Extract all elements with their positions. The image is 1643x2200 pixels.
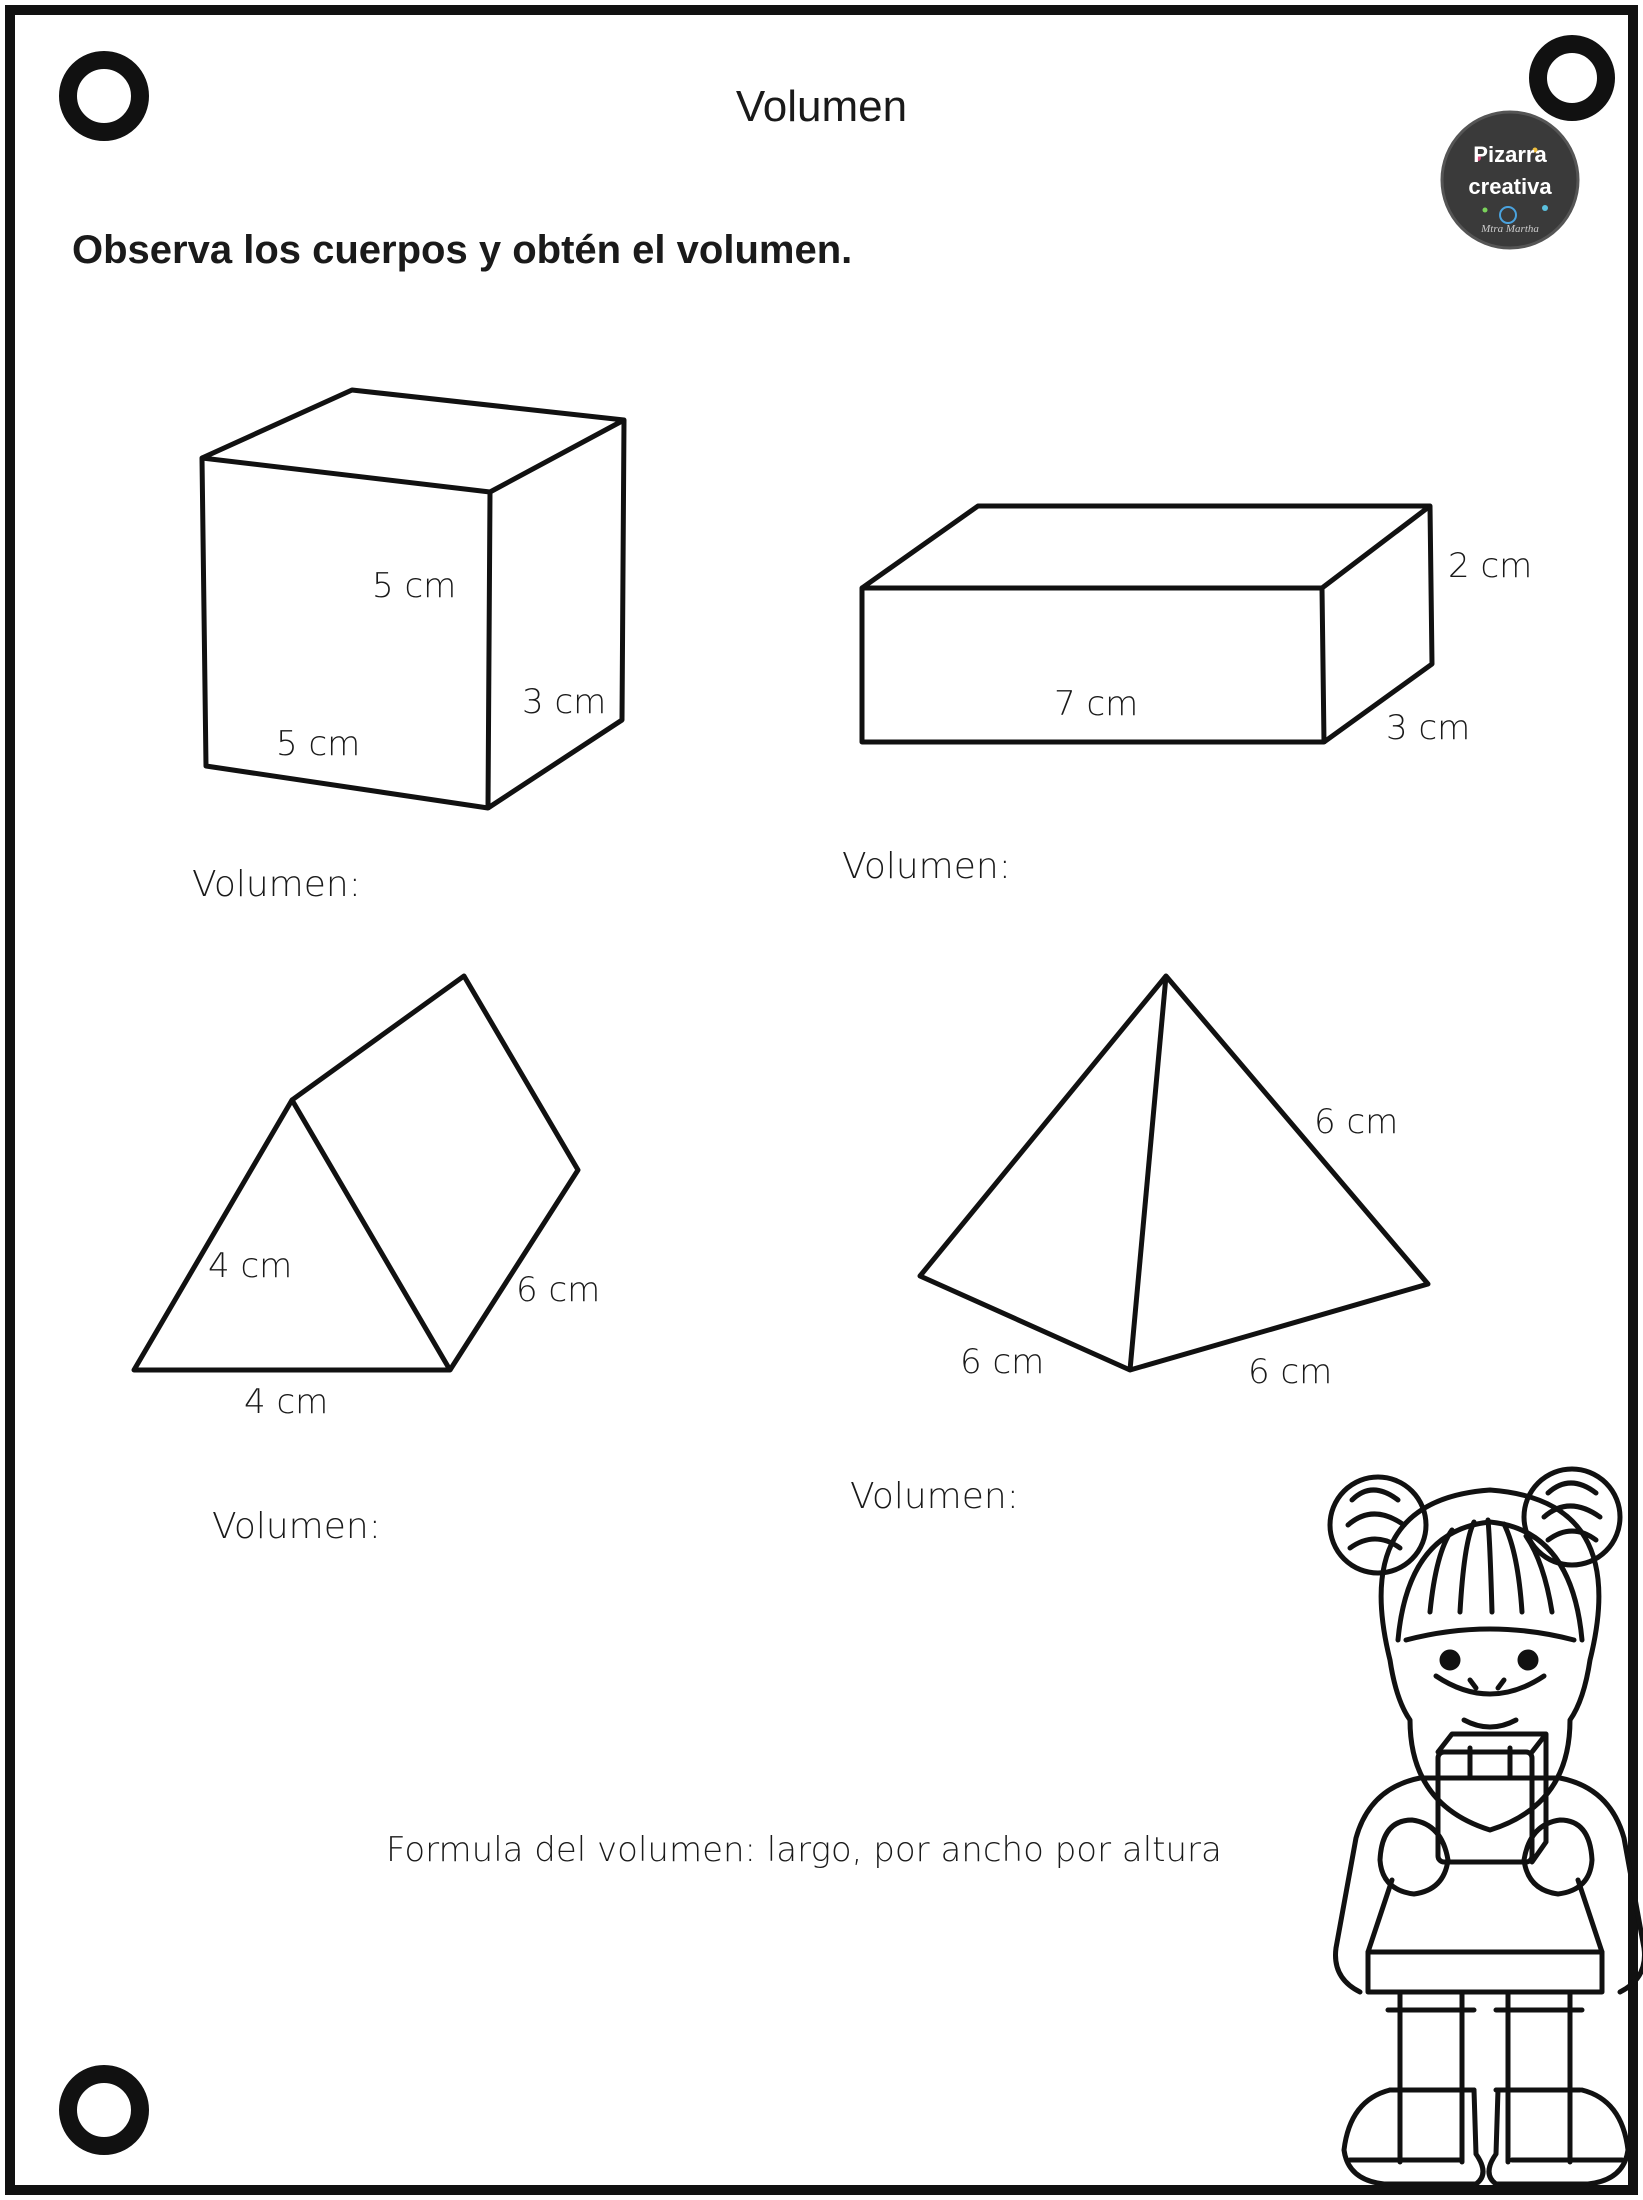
instruction-text: Observa los cuerpos y obtén el volumen.: [72, 228, 853, 272]
prism-height-label: 2 cm: [1448, 546, 1533, 586]
logo-signature: Mtra Martha: [1481, 223, 1539, 235]
cube-volume-label: Volumen:: [192, 864, 361, 905]
prism-length-label: 7 cm: [1054, 684, 1139, 724]
cube-depth-label: 3 cm: [522, 682, 607, 722]
logo-line2: creativa: [1468, 174, 1552, 199]
prism-volume-label: Volumen:: [842, 846, 1011, 887]
prism-depth-label: 3 cm: [1386, 708, 1471, 748]
triangular-prism-length-label: 6 cm: [516, 1270, 601, 1310]
logo-line1: Pizarra: [1473, 142, 1547, 167]
triangular-prism-base-label: 4 cm: [244, 1382, 329, 1422]
pyramid-edge-label: 6 cm: [1314, 1102, 1399, 1142]
volume-formula-text: Formula del volumen: largo, por ancho por altura: [386, 1830, 1222, 1870]
triangular-prism-volume-label: Volumen:: [212, 1506, 381, 1547]
triangular-prism-side-label: 4 cm: [208, 1246, 293, 1286]
cube-width-label: 5 cm: [276, 724, 361, 764]
pyramid-volume-label: Volumen:: [850, 1476, 1019, 1517]
pyramid-base-left-label: 6 cm: [960, 1342, 1045, 1382]
cube-height-label: 5 cm: [372, 566, 457, 606]
page-title: Volumen: [735, 82, 908, 131]
pyramid-base-right-label: 6 cm: [1248, 1352, 1333, 1392]
